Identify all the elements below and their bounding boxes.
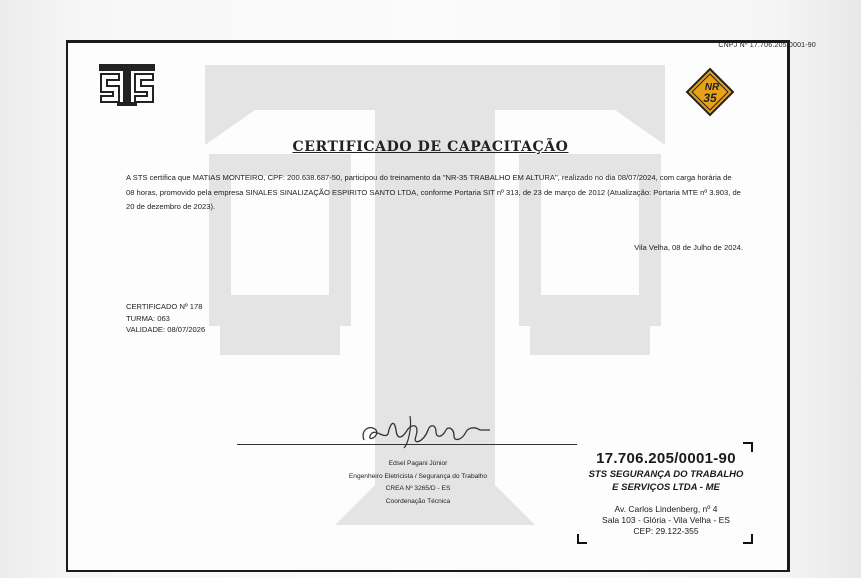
stamp-cnpj: 17.706.205/0001-90 [596,450,736,467]
stamp-name-line2: E SERVIÇOS LTDA - ME [612,481,720,493]
signer-name: Edsel Pagani Júnior [388,460,448,467]
certificate-info [126,301,205,336]
signer-block [318,458,518,508]
header-cnpj: CNPJ Nº 17.706.205/0001-90 [718,42,816,49]
nr35-badge-line1: NR [704,82,720,93]
nr35-badge-line2: 35 [703,91,717,105]
stamp-address-line1: Av. Carlos Lindenberg, nº 4 [614,504,718,514]
certificate-body: A STS certifica que MATIAS MONTEIRO, CPF: 200.638.687-50, participou do treinamento da "NR-35 TRABALHO EM ALTURA", realizado no dia 08/07/2024, com carga horária de 08 horas, promovido pela empresa SINALES SINALIZAÇÃO ESPIRITO SANTO LTDA, conforme Portaria SIT nº 313, de 23 de março de 2012 (Atualização: Portaria MTE nº 3.903, de 20 de dezembro de 2023). [126,173,741,211]
stamp-company-name [575,469,757,494]
signer-department: Coordenação Técnica [385,497,451,505]
signature-line [237,444,577,445]
stamp-address-line2: Sala 103 - Glória - Vila Velha - ES [602,515,730,525]
place-date: Vila Velha, 08 de Julho de 2024. [634,243,743,252]
certificate-validity: VALIDADE: 08/07/2026 [126,325,206,334]
stamp-cep: CEP: 29.122-355 [633,526,699,536]
signature-icon [350,410,500,452]
signer-crea: CREA Nº 3265/D - ES [385,485,451,492]
certificate-class: TURMA: 063 [126,313,170,323]
signer-role: Engenheiro Eletricista / Segurança do Trabalho [348,472,488,480]
sts-logo-icon [97,62,157,110]
company-stamp [575,440,757,546]
certificate-title: CERTIFICADO DE CAPACITAÇÃO [292,139,569,155]
stamp-address [575,504,757,537]
nr35-badge-icon [685,67,735,117]
stamp-name-line1: STS SEGURANÇA DO TRABALHO [588,469,744,480]
certificate-number: CERTIFICADO Nº 178 [126,302,203,311]
